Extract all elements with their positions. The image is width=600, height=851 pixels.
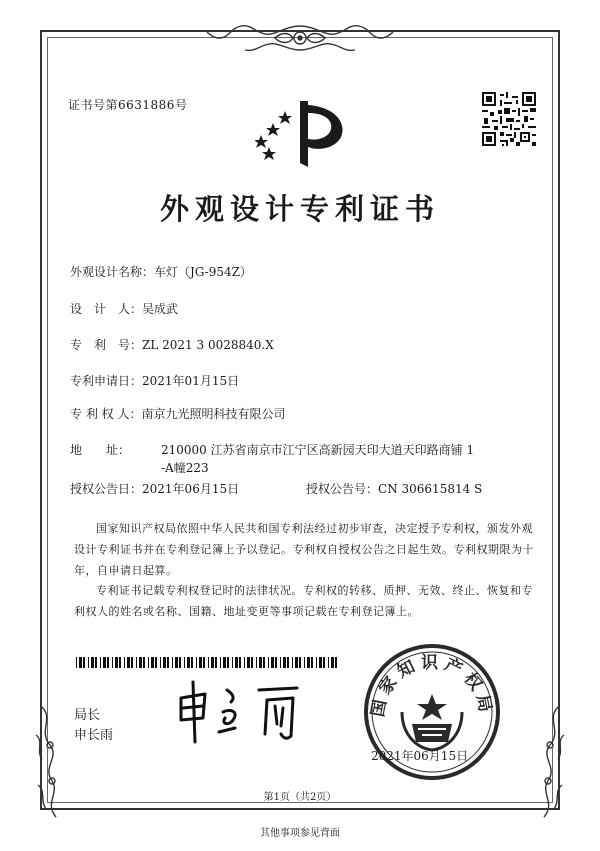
address-line2: -A幢223 — [161, 461, 209, 475]
designer-label: 设 计 人： — [70, 302, 143, 316]
grant-number-row — [306, 481, 482, 497]
filing-date-value: 2021年01月15日 — [142, 374, 240, 388]
certificate-number: 证书号第6631886号 — [68, 98, 188, 112]
patentee-value: 南京九光照明科技有限公司 — [141, 407, 286, 421]
top-ornament-icon — [205, 22, 395, 56]
page-number: 第1页（共2页） — [263, 792, 337, 803]
filing-date-row — [70, 373, 239, 389]
statement-paragraph-1: 国家知识产权局依照中华人民共和国专利法经过初步审查，决定授予专利权，颁发外观设计专利证书并在专利登记簿上予以登记。专利权自授权公告之日起生效。专利权期限为十年，自申请日起算。 — [74, 522, 534, 577]
address-row — [70, 442, 474, 458]
patent-number-label: 专 利 号： — [70, 338, 143, 352]
design-name-value: 车灯（JG-954Z） — [154, 265, 252, 279]
address-label: 地 址： — [70, 443, 131, 457]
certificate-title: 外观设计专利证书 — [159, 192, 440, 226]
grant-date-row — [70, 481, 239, 497]
barcode-icon — [76, 657, 338, 668]
footer-note: 其他事项参见背面 — [260, 828, 340, 839]
grant-date-value: 2021年06月15日 — [142, 482, 240, 496]
patent-number-value: ZL 2021 3 0028840.X — [142, 338, 274, 352]
director-name: 申长雨 — [74, 728, 114, 743]
seal-text: 国家知识产权局 — [368, 653, 496, 719]
qr-code-icon — [482, 92, 536, 146]
grant-date-label: 授权公告日： — [70, 482, 143, 496]
filing-date-label: 专利申请日： — [70, 374, 143, 388]
patentee-label: 专 利 权 人： — [70, 407, 142, 421]
designer-row — [70, 301, 178, 317]
seal-date: 2021年06月15日 — [371, 749, 469, 763]
address-line1: 210000 江苏省南京市江宁区高新园天印大道天印路商铺 1 — [161, 443, 475, 457]
grant-number-value: CN 306615814 S — [378, 482, 483, 496]
director-title: 局长 — [74, 708, 101, 723]
statement-paragraph-2: 专利证书记载专利权登记时的法律状况。专利权的转移、质押、无效、终止、恢复和专利权人的姓名或名称、国籍、地址变更等事项记载在专利登记簿上。 — [74, 584, 533, 618]
patent-number-row — [70, 337, 274, 353]
design-name-label: 外观设计名称： — [70, 265, 155, 279]
design-name-row — [70, 264, 252, 280]
designer-value: 吴成武 — [142, 302, 179, 316]
signature-image — [175, 676, 305, 746]
patent-office-logo-icon — [255, 97, 355, 169]
grant-number-label: 授权公告号： — [306, 482, 379, 496]
patentee-row — [70, 406, 285, 422]
